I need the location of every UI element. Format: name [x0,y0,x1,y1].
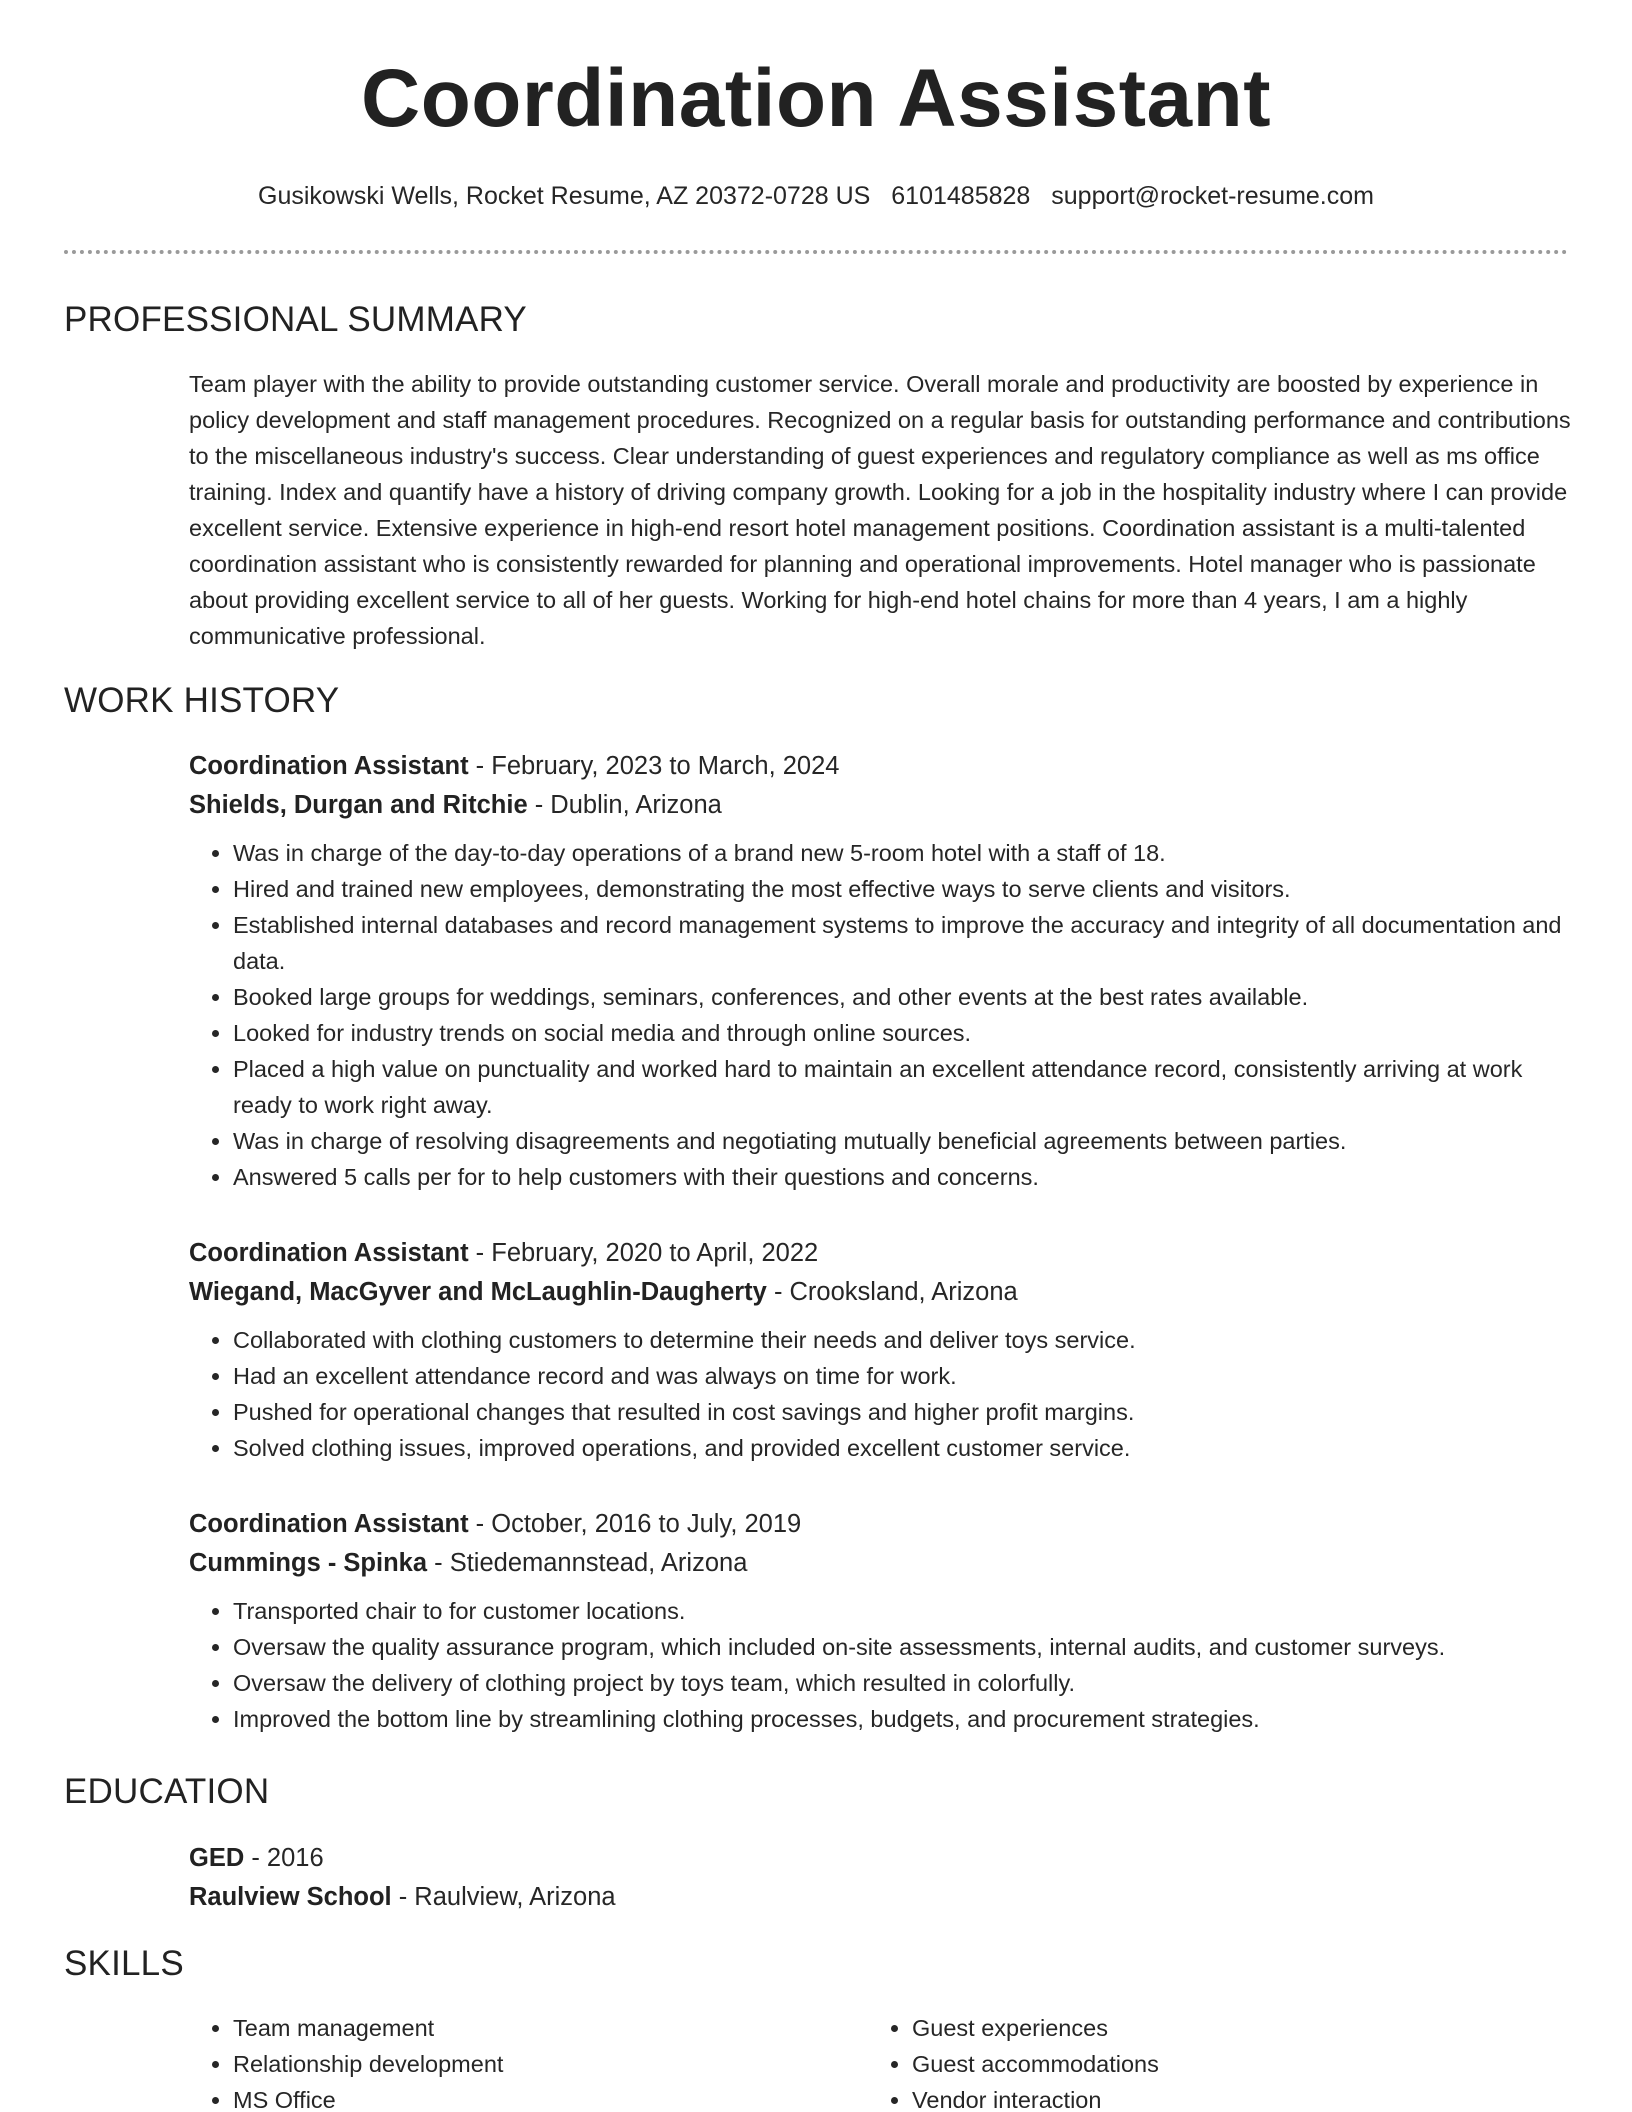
job-bullet: • Was in charge of the day-to-day operations of a brand new 5-room hotel with a staff of 18. [233,835,1574,871]
job-location: - Crooksland, Arizona [766,1278,1018,1306]
job-title-line [189,1505,1574,1544]
skills-list [189,2010,1574,2112]
job-company-line [189,1273,1574,1312]
summary-text: Team player with the ability to provide outstanding customer service. Overall morale and productivity are boosted by experience in policy development and staff management procedures. Recognized on a regular basis for outstanding performance and contributions to the miscellaneous industry's success. Clear understanding of guest experiences and regulatory compliance as well as ms office training. Index and quantify have a history of driving company growth. Looking for a job in the hospitality industry where I can provide excellent service. Extensive experience in high-end resort hotel management positions. Coordination assistant is a multi-talented coordination assistant who is consistently rewarded for planning and operational improvements. Hotel manager who is passionate about providing excellent service to all of her guests. Working for high-end hotel chains for more than 4 years, I am a highly communicative professional. [189,371,1571,649]
job-bullet: • Hired and trained new employees, demonstrating the most effective ways to serve clients and visitors. [233,871,1574,907]
job-bullet: • Solved clothing issues, improved operations, and provided excellent customer service. [233,1430,1574,1466]
contact-phone: 6101485828 [891,182,1031,210]
job-bullets [189,1322,1574,1466]
job-bullets [189,835,1574,1195]
job-dates: - October, 2016 to July, 2019 [468,1510,802,1538]
education-year: - 2016 [244,1844,324,1872]
job-bullet: • Answered 5 calls per for to help customers with their questions and concerns. [233,1159,1574,1195]
job-bullet: • Improved the bottom line by streamlining clothing processes, budgets, and procurement strategies. [233,1701,1574,1737]
job-entry [189,1234,1574,1466]
job-location: - Dublin, Arizona [527,791,722,819]
job-bullet: • Booked large groups for weddings, seminars, conferences, and other events at the best rates available. [233,979,1574,1015]
job-dates: - February, 2023 to March, 2024 [468,752,840,780]
job-title: Coordination Assistant [189,1239,469,1267]
education-entry [189,1839,1574,1917]
job-bullet: • Collaborated with clothing customers to determine their needs and deliver toys service. [233,1322,1574,1358]
job-bullet: • Had an excellent attendance record and was always on time for work. [233,1358,1574,1394]
job-bullet: • Was in charge of resolving disagreements and negotiating mutually beneficial agreements between parties. [233,1123,1574,1159]
contact-info [0,182,1632,211]
job-bullet: • Looked for industry trends on social media and through online sources. [233,1015,1574,1051]
skill-item: • MS Office [233,2082,829,2112]
contact-address: Gusikowski Wells, Rocket Resume, AZ 20372-0728 US [258,182,871,210]
work-history-heading: WORK HISTORY [64,681,340,720]
job-title: Coordination Assistant [189,752,469,780]
job-bullet: • Established internal databases and record management systems to improve the accuracy and integrity of all documentation and data. [233,907,1574,979]
skill-item: • Guest accommodations [912,2046,1508,2082]
job-entry [189,747,1574,1195]
job-company: Wiegand, MacGyver and McLaughlin-Daugherty [189,1278,767,1306]
job-bullet: • Oversaw the delivery of clothing project by toys team, which resulted in colorfully. [233,1665,1574,1701]
job-title-line [189,747,1574,786]
job-company: Cummings - Spinka [189,1549,428,1577]
skills-heading: SKILLS [64,1944,184,1983]
education-school: Raulview School [189,1883,392,1911]
resume-name: Coordination Assistant [361,53,1271,144]
summary-heading: PROFESSIONAL SUMMARY [64,300,527,339]
job-company-line [189,786,1574,825]
skill-item: • Guest experiences [912,2010,1508,2046]
job-bullet: • Pushed for operational changes that resulted in cost savings and higher profit margins. [233,1394,1574,1430]
skills-column-right [868,2010,1508,2112]
job-location: - Stiedemannstead, Arizona [427,1549,748,1577]
job-title-line [189,1234,1574,1273]
education-degree-line [189,1839,1574,1878]
job-bullet: • Oversaw the quality assurance program, which included on-site assessments, internal audits, and customer surveys. [233,1629,1574,1665]
job-bullet: • Transported chair to for customer locations. [233,1593,1574,1629]
job-bullet: • Placed a high value on punctuality and worked hard to maintain an excellent attendance record, consistently arriving at work ready to work right away. [233,1051,1574,1123]
job-entry [189,1505,1574,1737]
job-company: Shields, Durgan and Ritchie [189,791,528,819]
skill-item: • Team management [233,2010,829,2046]
job-dates: - February, 2020 to April, 2022 [468,1239,819,1267]
job-company-line [189,1544,1574,1583]
contact-email: support@rocket-resume.com [1051,182,1374,210]
skill-item: • Relationship development [233,2046,829,2082]
job-bullets [189,1593,1574,1737]
education-heading: EDUCATION [64,1772,270,1811]
skill-item: • Vendor interaction [912,2082,1508,2112]
header-divider [64,250,1568,254]
job-title: Coordination Assistant [189,1510,469,1538]
skills-column-left [189,2010,829,2112]
education-location: - Raulview, Arizona [391,1883,616,1911]
education-school-line [189,1878,1574,1917]
education-degree: GED [189,1844,245,1872]
